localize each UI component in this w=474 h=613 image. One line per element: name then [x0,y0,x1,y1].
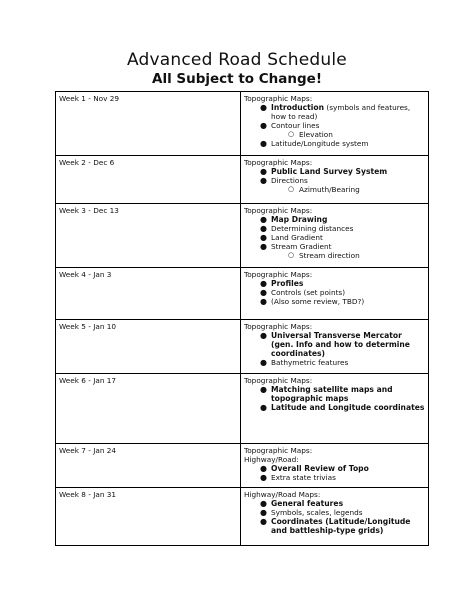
bullet-dot-icon: ● [260,385,267,394]
topic-sub-bullet [244,251,425,260]
bullet-text: Extra state trivias [271,473,336,482]
bullet-bold-text: Overall Review of Topo [271,464,369,473]
topic-bullet [244,121,425,130]
bullet-bold-text: Latitude and Longitude coordinates [271,403,425,412]
bullet-dot-icon: ● [260,139,267,148]
week-cell: Week 7 - Jan 24 [56,444,241,488]
topic-heading: Topographic Maps: [244,446,313,455]
bullet-dot-icon: ● [260,297,267,306]
schedule-row [56,92,429,156]
topic-bullet [244,499,425,508]
bullet-text: Land Gradient [271,233,323,242]
topic-heading: Topographic Maps: [244,158,313,167]
schedule-row [56,374,429,444]
topic-bullet [244,279,425,288]
topics-cell [241,374,429,444]
topic-bullet [244,233,425,242]
sub-bullet-text: Elevation [299,130,333,139]
topic-bullet [244,517,425,535]
bullet-bold-text: Profiles [271,279,304,288]
bullet-dot-icon: ● [260,176,267,185]
topics-cell [241,156,429,204]
topic-heading: Highway/Road: [244,455,299,464]
topics-cell [241,204,429,268]
bullet-dot-icon: ● [260,279,267,288]
bullet-dot-icon: ● [260,242,267,251]
bullet-text: Controls (set points) [271,288,346,297]
topics-cell [241,320,429,374]
bullet-dot-icon: ● [260,233,267,242]
week-cell: Week 4 - Jan 3 [56,268,241,320]
bullet-text: Determining distances [271,224,354,233]
bullet-bold-text: Matching satellite maps and topographic maps [271,385,393,403]
topic-bullet [244,358,425,367]
bullet-text: Directions [271,176,308,185]
topic-heading: Highway/Road Maps: [244,490,321,499]
bullet-text: Symbols, scales, legends [271,508,363,517]
bullet-bold-text: Universal Transverse Mercator (gen. Info and how to determine coordinates) [271,331,410,358]
topics-cell [241,488,429,546]
week-cell: Week 6 - Jan 17 [56,374,241,444]
bullet-text: (symbols and features, how to read) [271,103,411,121]
schedule-row [56,268,429,320]
sub-bullet-circle-icon: ○ [288,185,295,193]
topics-cell [241,444,429,488]
bullet-dot-icon: ● [260,224,267,233]
bullet-dot-icon: ● [260,358,267,367]
bullet-bold-text: Public Land Survey System [271,167,388,176]
bullet-text: Latitude/Longitude system [271,139,369,148]
topic-bullet [244,508,425,517]
topic-heading: Topographic Maps: [244,94,313,103]
bullet-dot-icon: ● [260,331,267,340]
topic-bullet [244,103,425,121]
week-cell: Week 2 - Dec 6 [56,156,241,204]
bullet-dot-icon: ● [260,517,267,526]
sub-bullet-text: Stream direction [299,251,360,260]
bullet-bold-text: Coordinates (Latitude/Longitude and battleship-type grids) [271,517,411,535]
topic-bullet [244,215,425,224]
topic-bullet [244,385,425,403]
bullet-dot-icon: ● [260,215,267,224]
week-cell: Week 1 - Nov 29 [56,92,241,156]
bullet-text: Contour lines [271,121,320,130]
bullet-bold-text: Map Drawing [271,215,328,224]
topic-sub-bullet [244,130,425,139]
bullet-dot-icon: ● [260,508,267,517]
schedule-table [55,91,429,546]
topic-bullet [244,473,425,482]
bullet-text: Stream Gradient [271,242,332,251]
sub-bullet-text: Azimuth/Bearing [299,185,360,194]
schedule-row [56,320,429,374]
schedule-table-body [56,92,429,546]
bullet-dot-icon: ● [260,103,267,112]
document-subtitle: All Subject to Change! [152,71,322,87]
sub-bullet-circle-icon: ○ [288,130,295,138]
topic-bullet [244,242,425,251]
topic-heading: Topographic Maps: [244,206,313,215]
document-title: Advanced Road Schedule [127,50,347,70]
topic-bullet [244,331,425,358]
bullet-bold-text: Introduction [271,103,325,112]
topic-bullet [244,403,425,412]
bullet-dot-icon: ● [260,121,267,130]
topics-cell [241,268,429,320]
schedule-row [56,156,429,204]
sub-bullet-circle-icon: ○ [288,251,295,259]
topics-cell [241,92,429,156]
topic-bullet [244,464,425,473]
topic-bullet [244,224,425,233]
topic-bullet [244,167,425,176]
week-cell: Week 8 - Jan 31 [56,488,241,546]
bullet-bold-text: General features [271,499,344,508]
bullet-text: (Also some review, TBD?) [271,297,365,306]
week-cell: Week 5 - Jan 10 [56,320,241,374]
week-cell: Week 3 - Dec 13 [56,204,241,268]
bullet-dot-icon: ● [260,403,267,412]
topic-heading: Topographic Maps: [244,322,313,331]
bullet-dot-icon: ● [260,499,267,508]
bullet-dot-icon: ● [260,167,267,176]
topic-bullet [244,297,425,306]
topic-sub-bullet [244,185,425,194]
bullet-dot-icon: ● [260,464,267,473]
topic-bullet [244,139,425,148]
bullet-dot-icon: ● [260,288,267,297]
schedule-row [56,488,429,546]
topic-heading: Topographic Maps: [244,376,313,385]
topic-bullet [244,288,425,297]
schedule-row [56,204,429,268]
schedule-row [56,444,429,488]
topic-bullet [244,176,425,185]
bullet-text: Bathymetric features [271,358,349,367]
bullet-dot-icon: ● [260,473,267,482]
topic-heading: Topographic Maps: [244,270,313,279]
